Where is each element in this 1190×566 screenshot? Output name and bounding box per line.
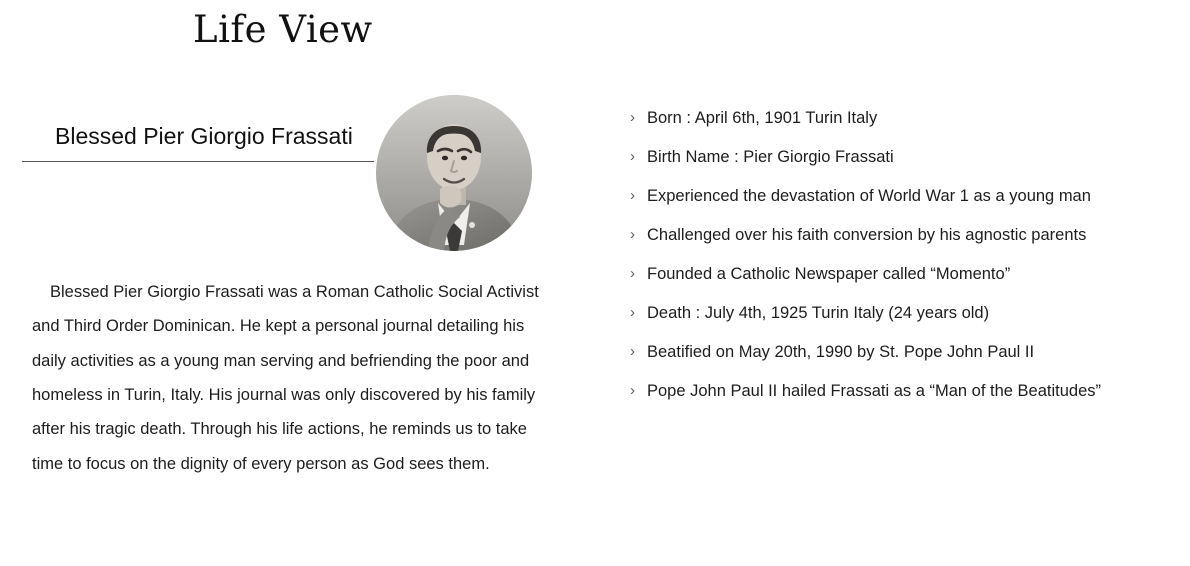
facts-list (630, 110, 1175, 422)
portrait-photo (376, 95, 532, 251)
name-block (22, 95, 374, 162)
profile-bio: Blessed Pier Giorgio Frassati was a Roman Catholic Social Activist and Third Order Dominican. He kept a personal journal detailing his daily activities as a young man serving and befriending the poor and homeless in Turin, Italy. His journal was only discovered by his family after his tragic death. Through his life actions, he reminds us to take time to focus on the dignity of every person as God sees them. (32, 283, 539, 473)
list-item-label: Born : April 6th, 1901 Turin Italy (647, 109, 878, 127)
chevron-right-icon: › (630, 382, 635, 399)
list-item (630, 188, 1175, 205)
list-item (630, 344, 1175, 361)
chevron-right-icon: › (630, 304, 635, 321)
chevron-right-icon: › (630, 226, 635, 243)
chevron-right-icon: › (630, 187, 635, 204)
list-item (630, 266, 1175, 283)
list-item-label: Birth Name : Pier Giorgio Frassati (647, 148, 894, 166)
chevron-right-icon: › (630, 343, 635, 360)
chevron-right-icon: › (630, 265, 635, 282)
list-item (630, 305, 1175, 322)
list-item (630, 149, 1175, 166)
list-item-label: Pope John Paul II hailed Frassati as a “Man of the Beatitudes” (647, 382, 1102, 400)
page-title: Life View (193, 8, 373, 51)
profile-name: Blessed Pier Giorgio Frassati (55, 123, 353, 149)
list-item-label: Challenged over his faith conversion by his agnostic parents (647, 226, 1087, 244)
list-item-label: Founded a Catholic Newspaper called “Momento” (647, 265, 1011, 283)
list-item-label: Experienced the devastation of World War 1 as a young man (647, 187, 1091, 205)
list-item-label: Death : July 4th, 1925 Turin Italy (24 years old) (647, 304, 990, 322)
list-item-label: Beatified on May 20th, 1990 by St. Pope John Paul II (647, 343, 1035, 361)
list-item (630, 227, 1175, 244)
profile-column (0, 95, 600, 473)
list-item (630, 110, 1175, 127)
chevron-right-icon: › (630, 109, 635, 126)
chevron-right-icon: › (630, 148, 635, 165)
list-item (630, 383, 1175, 400)
